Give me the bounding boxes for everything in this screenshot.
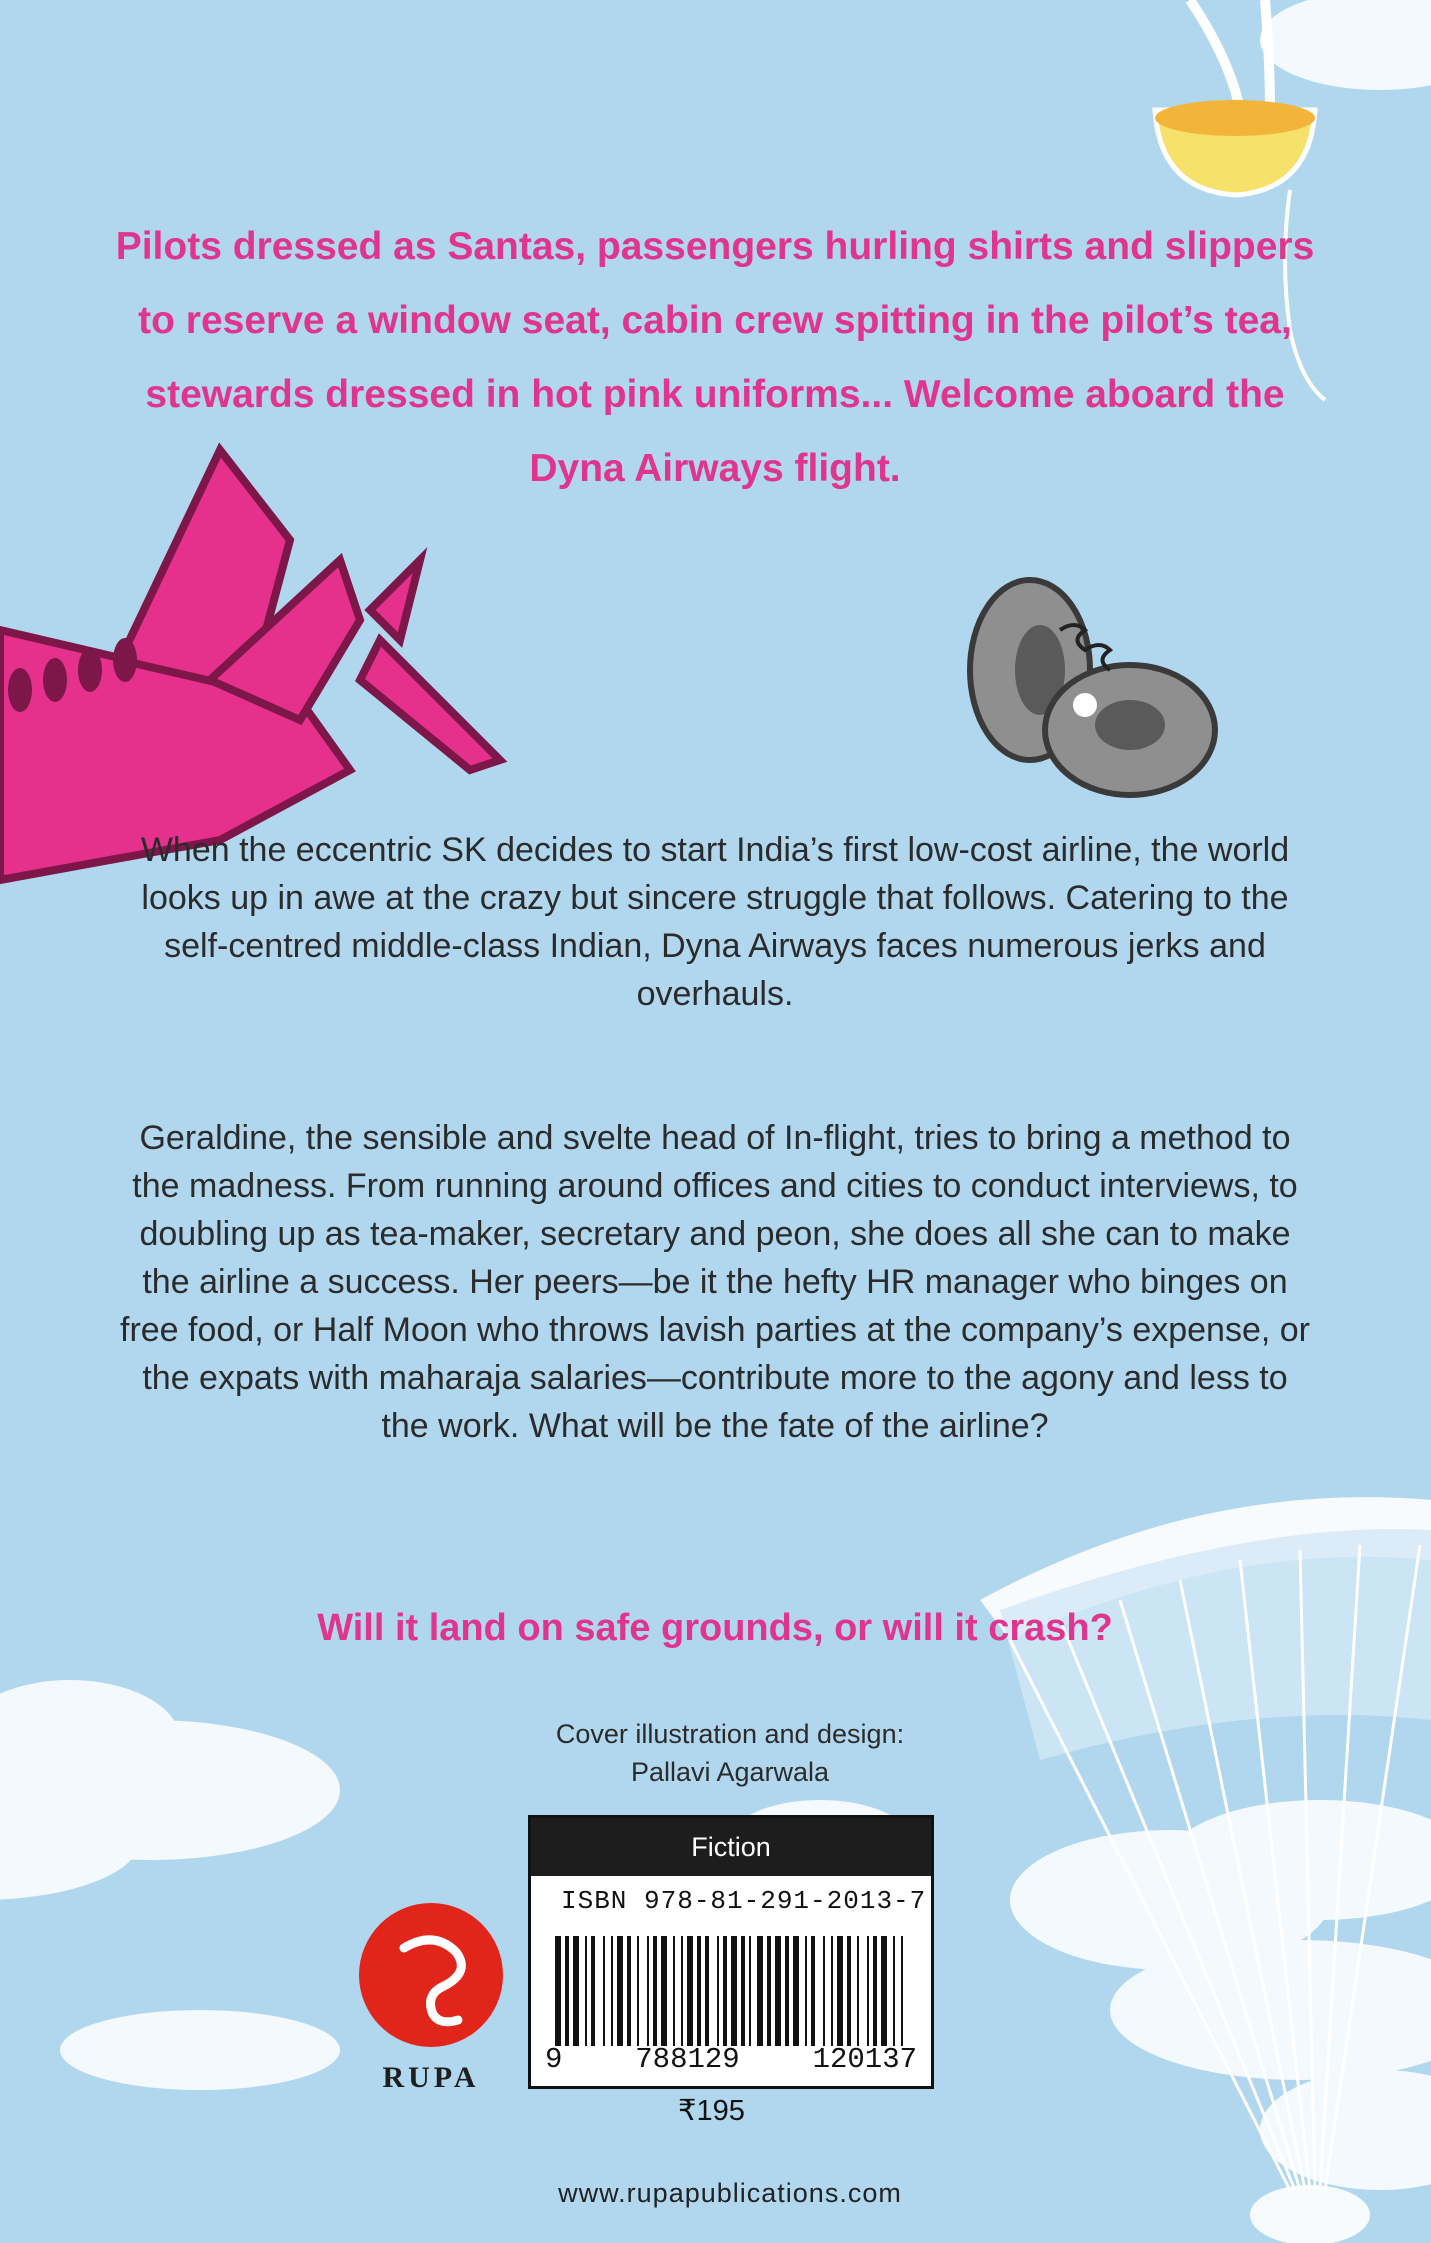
pink-airplane-illustration (0, 450, 500, 880)
barcode-bar (823, 1936, 825, 2046)
barcode-bar (573, 1936, 579, 2046)
genre-label: Fiction (531, 1818, 931, 1876)
barcode-bar (873, 1936, 877, 2046)
barcode-bar (805, 1936, 807, 2046)
barcode-bar (785, 1936, 789, 2046)
barcode-bar (757, 1936, 763, 2046)
credits-name: Pallavi Agarwala (630, 1757, 830, 1787)
barcode-bar (901, 1936, 903, 2046)
barcode-bar (705, 1936, 709, 2046)
barcode-bar (555, 1936, 561, 2046)
barcode-bar (627, 1936, 631, 2046)
isbn-text: ISBN 978-81-291-2013-7 (561, 1886, 927, 1916)
barcode-bar (611, 1936, 613, 2046)
barcode-bar (603, 1936, 605, 2046)
barcode-bar (687, 1936, 693, 2046)
barcode-bar (717, 1936, 719, 2046)
barcode-bar (681, 1936, 683, 2046)
publisher-name: RUPA (382, 2061, 480, 2094)
barcode-bar (653, 1936, 657, 2046)
closing-question: Will it land on safe grounds, or will it crash? (317, 1607, 1113, 1649)
tagline: Pilots dressed as Santas, passengers hurling shirts and slippers to reserve a window seat, cabin crew spitting in the pilot’s tea, stewards dressed in hot pink uniforms... Welcome aboard the Dyna Airways flight. (115, 225, 1315, 490)
barcode-bar (831, 1936, 833, 2046)
barcode-bar (591, 1936, 595, 2046)
cover-credits (500, 1715, 960, 1791)
rupa-logo-icon (356, 1900, 506, 2050)
barcode-bar (585, 1936, 587, 2046)
price: ₹195 (678, 2095, 745, 2127)
barcode-bar (811, 1936, 815, 2046)
barcode-bar (673, 1936, 675, 2046)
barcode-bar (881, 1936, 887, 2046)
barcode-bar (731, 1936, 737, 2046)
barcode-bar (775, 1936, 781, 2046)
barcode-bar (847, 1936, 851, 2046)
credits-label: Cover illustration and design: (555, 1719, 905, 1749)
barcode-bar (723, 1936, 727, 2046)
barcode-digit-group-2: 120137 (812, 2043, 917, 2076)
barcode-bar (893, 1936, 895, 2046)
barcode-bar (697, 1936, 701, 2046)
barcode-bar (749, 1936, 751, 2046)
barcode-bar (647, 1936, 649, 2046)
barcode-bar (637, 1936, 639, 2046)
publisher-logo (356, 1900, 506, 2095)
barcode-bar (867, 1936, 869, 2046)
barcode-digits (545, 2043, 917, 2076)
barcode-bar (857, 1936, 859, 2046)
barcode-digit-group-1: 788129 (635, 2043, 740, 2076)
barcode-bar (837, 1936, 843, 2046)
barcode-bar (617, 1936, 623, 2046)
barcode-digit-first: 9 (545, 2043, 563, 2076)
barcode-bar (661, 1936, 667, 2046)
barcode-bar (767, 1936, 771, 2046)
publisher-url[interactable]: www.rupapublications.com (558, 2178, 902, 2208)
barcode-bar (741, 1936, 745, 2046)
barcode-bar (565, 1936, 569, 2046)
blurb-paragraph-2: Geraldine, the sensible and svelte head of In-flight, tries to bring a method to the madness. From running around offices and cities to conduct interviews, to doubling up as tea-maker, secretary and peon, she does all she can to make the airline a success. Her peers—be it the hefty HR manager who binges on free food, or Half Moon who throws lavish parties at the company’s expense, or the expats with maharaja salaries—contribute more to the agony and less to the work. What will be the fate of the airline? (120, 1119, 1310, 1445)
barcode-panel (528, 1815, 934, 2089)
blurb-paragraph-1: When the eccentric SK decides to start India’s first low-cost airline, the world looks up in awe at the crazy but sincere struggle that follows. Catering to the self-centred middle-class Indian, Dyna Airways faces numerous jerks and overhauls. (140, 831, 1290, 1013)
barcode-bar (793, 1936, 799, 2046)
weights-illustration (970, 580, 1215, 795)
barcode-bars (545, 1936, 917, 2046)
